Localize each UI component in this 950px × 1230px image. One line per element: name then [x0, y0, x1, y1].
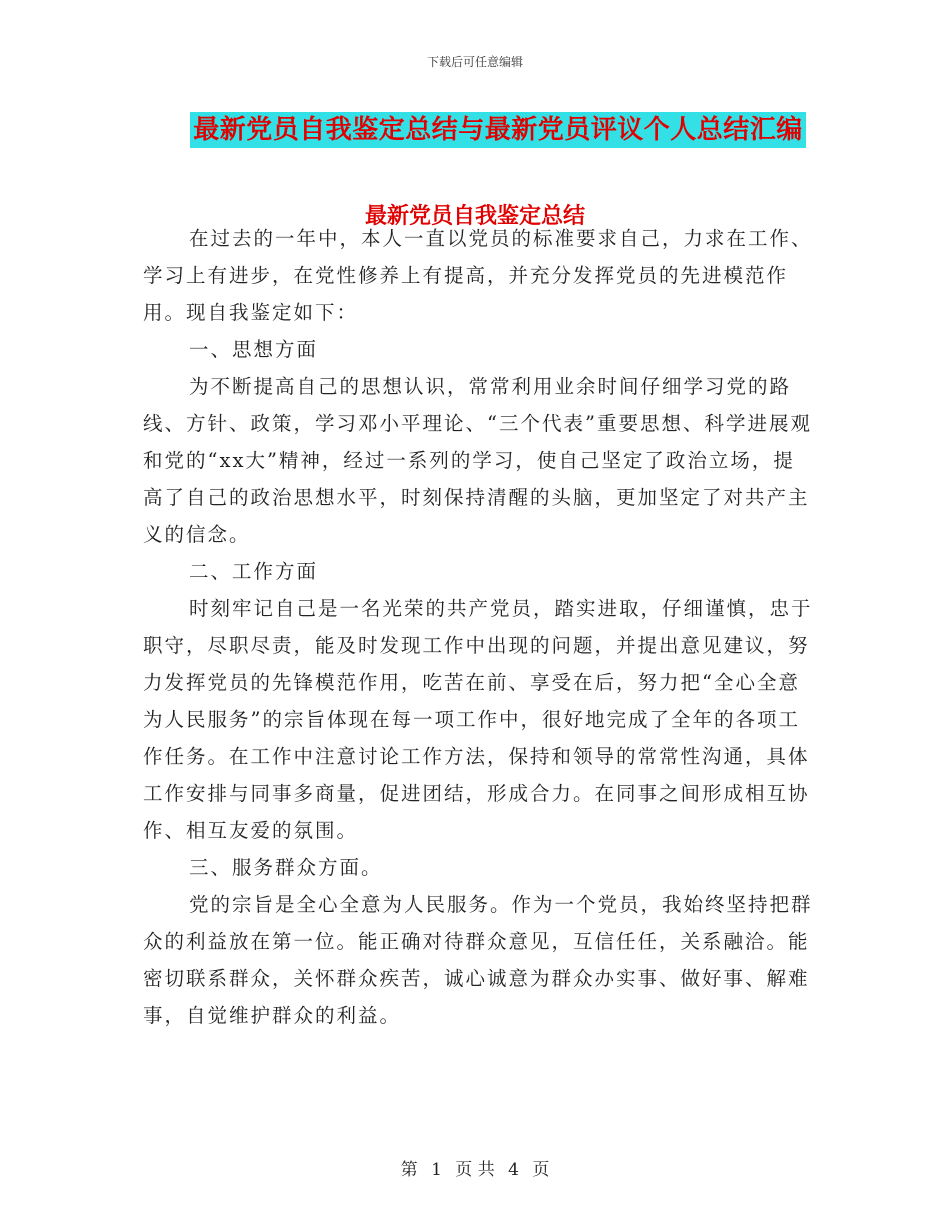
page-current: 1 — [431, 1160, 442, 1180]
page-total: 4 — [508, 1160, 519, 1180]
header-note: 下载后可任意编辑 — [426, 55, 523, 69]
main-title: 最新党员自我鉴定总结与最新党员评议个人总结汇编 — [190, 112, 806, 148]
paragraph-service: 党的宗旨是全心全意为人民服务。作为一个党员，我始终坚持把群众的利益放在第一位。能正确对待群众意见，互信任任，关系融洽。能密切联系群众，关怀群众疾苦，诚心诚意为群众办实事、做好事、解难事，自觉维护群众的利益。 — [143, 893, 813, 1027]
paragraph-work: 时刻牢记自己是一名光荣的共产党员，踏实进取，仔细谨慎，忠于职守，尽职尽责，能及时发现工作中出现的问题，并提出意见建议，努力发挥党员的先锋模范作用，吃苦在前、享受在后，努力把“全心全意为人民服务”的宗旨体现在每一项工作中，很好地完成了全年的各项工作任务。在工作中注意讨论工作方法，保持和领导的常常性沟通，具体工作安排与同事多商量，促进团结，形成合力。在同事之间形成相互协作、相互友爱的氛围。 — [143, 597, 813, 842]
footer-suffix: 页 — [532, 1160, 550, 1180]
footer-prefix: 第 — [400, 1160, 418, 1180]
paragraph-ideology: 为不断提高自己的思想认识，常常利用业余时间仔细学习党的路线、方针、政策，学习邓小平理论、“三个代表”重要思想、科学进展观和党的“xx大”精神，经过一系列的学习，使自己坚定了政治立场，提高了自己的政治思想水平，时刻保持清醒的头脑，更加坚定了对共产主义的信念。 — [143, 375, 812, 546]
footer-mid: 页 共 — [455, 1160, 495, 1180]
main-title-container — [0, 112, 950, 148]
document-body — [143, 220, 813, 1034]
heading-service: 三、服务群众方面。 — [189, 856, 383, 879]
page-footer — [0, 1155, 950, 1180]
section-title: 最新党员自我鉴定总结 — [364, 204, 585, 229]
paragraph-intro: 在过去的一年中，本人一直以党员的标准要求自己，力求在工作、学习上有进步，在党性修养上有提高，并充分发挥党员的先进模范作用。现自我鉴定如下： — [143, 227, 813, 324]
heading-work: 二、工作方面 — [189, 560, 319, 583]
heading-ideology: 一、思想方面 — [189, 338, 319, 361]
